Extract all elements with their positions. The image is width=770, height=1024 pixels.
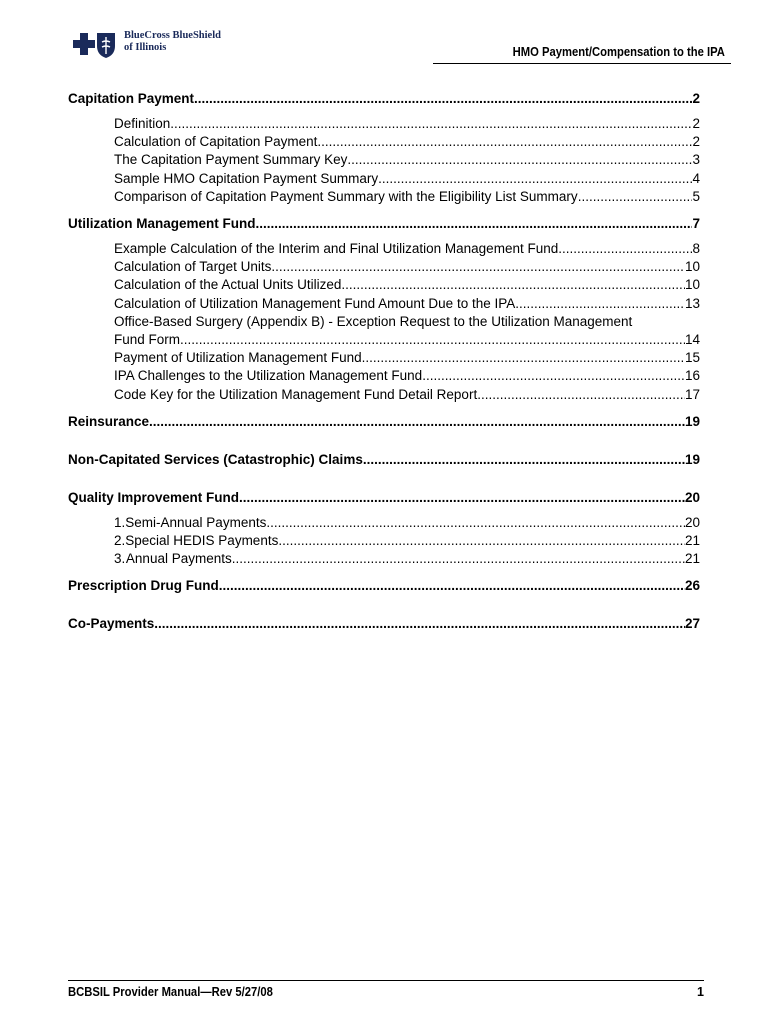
toc-item[interactable]: 2. Special HEDIS Payments ..... 21 [68, 532, 700, 550]
toc-item[interactable]: The Capitation Payment Summary Key ..... 3 [68, 151, 700, 169]
toc-item[interactable]: Calculation of the Actual Units Utilized ..... 10 [68, 276, 700, 294]
toc-item[interactable]: Definition ..... 2 [68, 115, 700, 133]
header-rule [433, 63, 731, 64]
toc-item[interactable]: Payment of Utilization Management Fund ..... 15 [68, 349, 700, 367]
toc-item[interactable]: Comparison of Capitation Payment Summary with the Eligibility List Summary ..... 5 [68, 188, 700, 206]
toc-item[interactable]: Calculation of Capitation Payment ..... 2 [68, 133, 700, 151]
toc-section-quality-improvement-fund[interactable]: Quality Improvement Fund ..... 20 [68, 489, 700, 507]
toc-section-prescription-drug-fund[interactable]: Prescription Drug Fund ..... 26 [68, 577, 700, 595]
toc-item-line-1[interactable]: Office-Based Surgery (Appendix B) - Exception Request to the Utilization Management [114, 313, 633, 329]
toc-item[interactable]: Sample HMO Capitation Payment Summary ..... 4 [68, 170, 700, 188]
footer-page-number: 1 [697, 985, 704, 999]
bcbs-logo [66, 28, 236, 62]
brand-line-2: of Illinois [124, 42, 167, 53]
toc-item[interactable]: IPA Challenges to the Utilization Management Fund ..... 16 [68, 367, 700, 385]
table-of-contents [68, 90, 700, 633]
toc-item[interactable]: 1. Semi-Annual Payments ..... 20 [68, 514, 700, 532]
toc-item[interactable]: Example Calculation of the Interim and Final Utilization Management Fund ..... 8 [68, 240, 700, 258]
toc-item[interactable]: Calculation of Utilization Management Fund Amount Due to the IPA ..... 13 [68, 295, 700, 313]
cross-shield-logo-icon [66, 30, 118, 60]
toc-section-utilization-management-fund[interactable]: Utilization Management Fund ..... 7 [68, 215, 700, 233]
toc-item[interactable]: 3. Annual Payments ..... 21 [68, 550, 700, 568]
toc-item[interactable]: Fund Form ..... 14 [68, 331, 700, 349]
toc-section-co-payments[interactable]: Co-Payments ..... 27 [68, 615, 700, 633]
toc-section-reinsurance[interactable]: Reinsurance ..... 19 [68, 413, 700, 431]
footer-rule [68, 980, 704, 981]
toc-section-capitation[interactable]: Capitation Payment ..... 2 [68, 90, 700, 108]
toc-section-non-capitated-services[interactable]: Non-Capitated Services (Catastrophic) Claims ..... 19 [68, 451, 700, 469]
toc-item[interactable]: Calculation of Target Units ..... 10 [68, 258, 700, 276]
brand-line-1: BlueCross BlueShield [124, 30, 221, 41]
footer-manual-revision: BCBSIL Provider Manual—Rev 5/27/08 [68, 985, 273, 999]
toc-item[interactable]: Code Key for the Utilization Management Fund Detail Report ..... 17 [68, 386, 700, 404]
brand-name [124, 30, 221, 54]
page-header-title: HMO Payment/Compensation to the IPA [512, 45, 725, 59]
